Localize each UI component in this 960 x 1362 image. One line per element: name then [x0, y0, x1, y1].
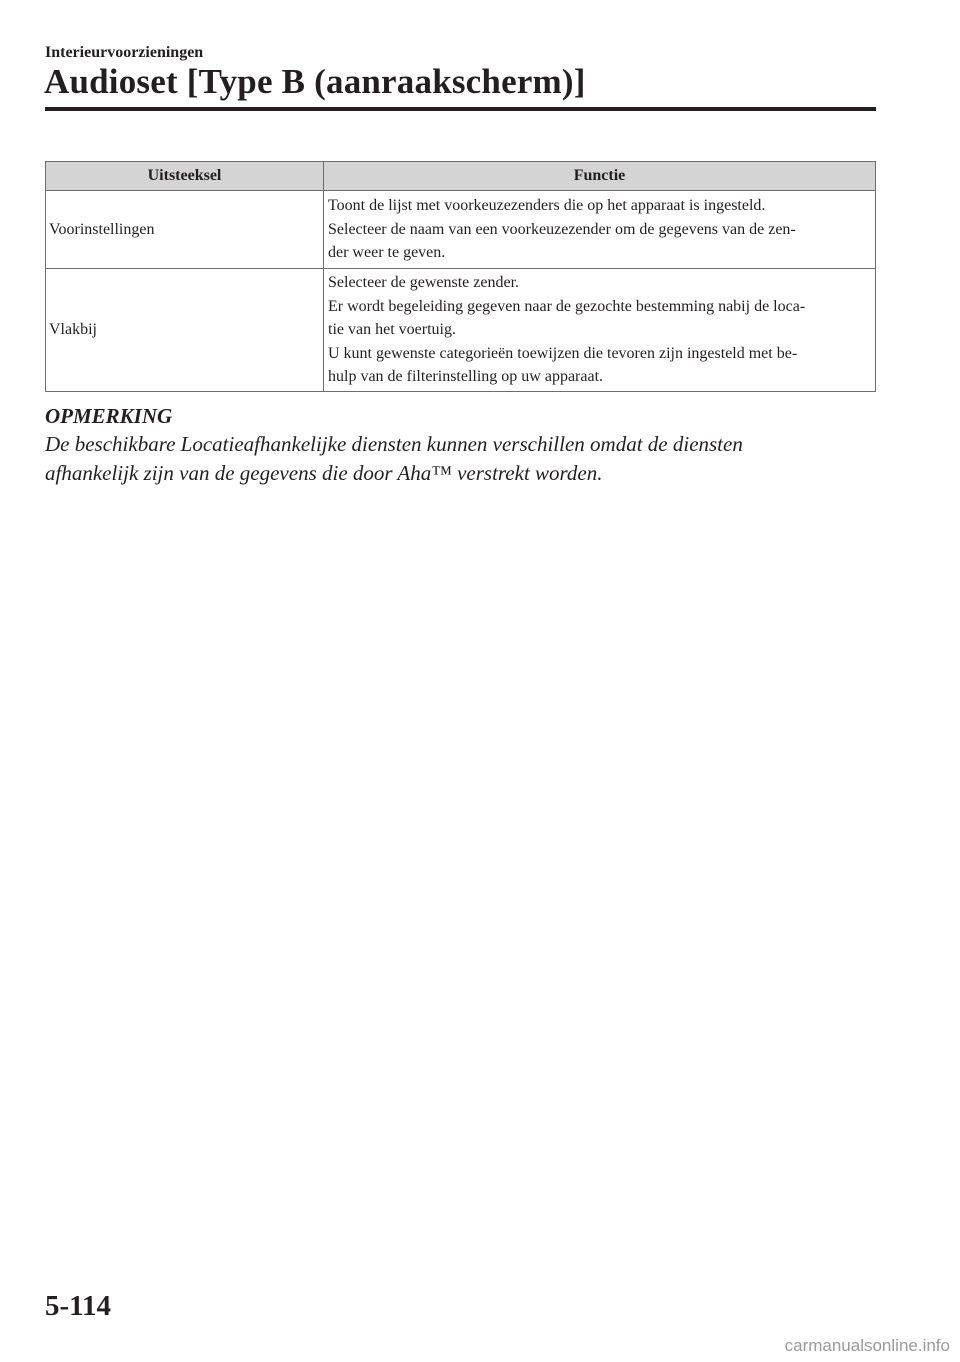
- page-number: 5-114: [45, 1290, 112, 1322]
- description-line: U kunt gewenste categorieën toewijzen die tevoren zijn ingesteld met be-: [328, 344, 798, 362]
- page-title: Audioset [Type B (aanraakscherm)]: [44, 62, 586, 101]
- table-row: [46, 269, 876, 392]
- description-line: Selecteer de gewenste zender.: [328, 274, 520, 291]
- description-line: Toont de lijst met voorkeuzezenders die op het apparaat is ingesteld.: [328, 197, 766, 215]
- table-row: [46, 191, 876, 269]
- description-line: Er wordt begeleiding gegeven naar de gezochte bestemming nabij de loca-: [328, 297, 806, 315]
- column-header-functie: Functie: [324, 162, 876, 191]
- watermark: carmanualsonline.info: [784, 1336, 950, 1355]
- row-name: Voorinstellingen: [46, 191, 324, 269]
- description-line: hulp van de filterinstelling op uw apparaat.: [328, 368, 604, 385]
- row-name: Vlakbij: [46, 269, 324, 392]
- row-description: [324, 269, 876, 392]
- row-description: [324, 191, 876, 269]
- column-header-uitsteeksel: Uitsteeksel: [46, 162, 324, 191]
- note-text-line: De beschikbare Locatieafhankelijke diensten kunnen verschillen omdat de diensten: [45, 432, 743, 456]
- description-line: Selecteer de naam van een voorkeuzezender om de gegevens van de zen-: [328, 220, 796, 238]
- description-line: der weer te geven.: [328, 244, 446, 262]
- table-header-row: [46, 162, 876, 191]
- description-line: tie van het voertuig.: [328, 321, 456, 338]
- note-text-line: afhankelijk zijn van de gegevens die door Aha™ verstrekt worden.: [45, 461, 603, 485]
- title-rule: [45, 107, 876, 111]
- note-heading: OPMERKING: [45, 404, 173, 428]
- section-label: Interieurvoorzieningen: [45, 44, 204, 61]
- function-table: [45, 161, 876, 392]
